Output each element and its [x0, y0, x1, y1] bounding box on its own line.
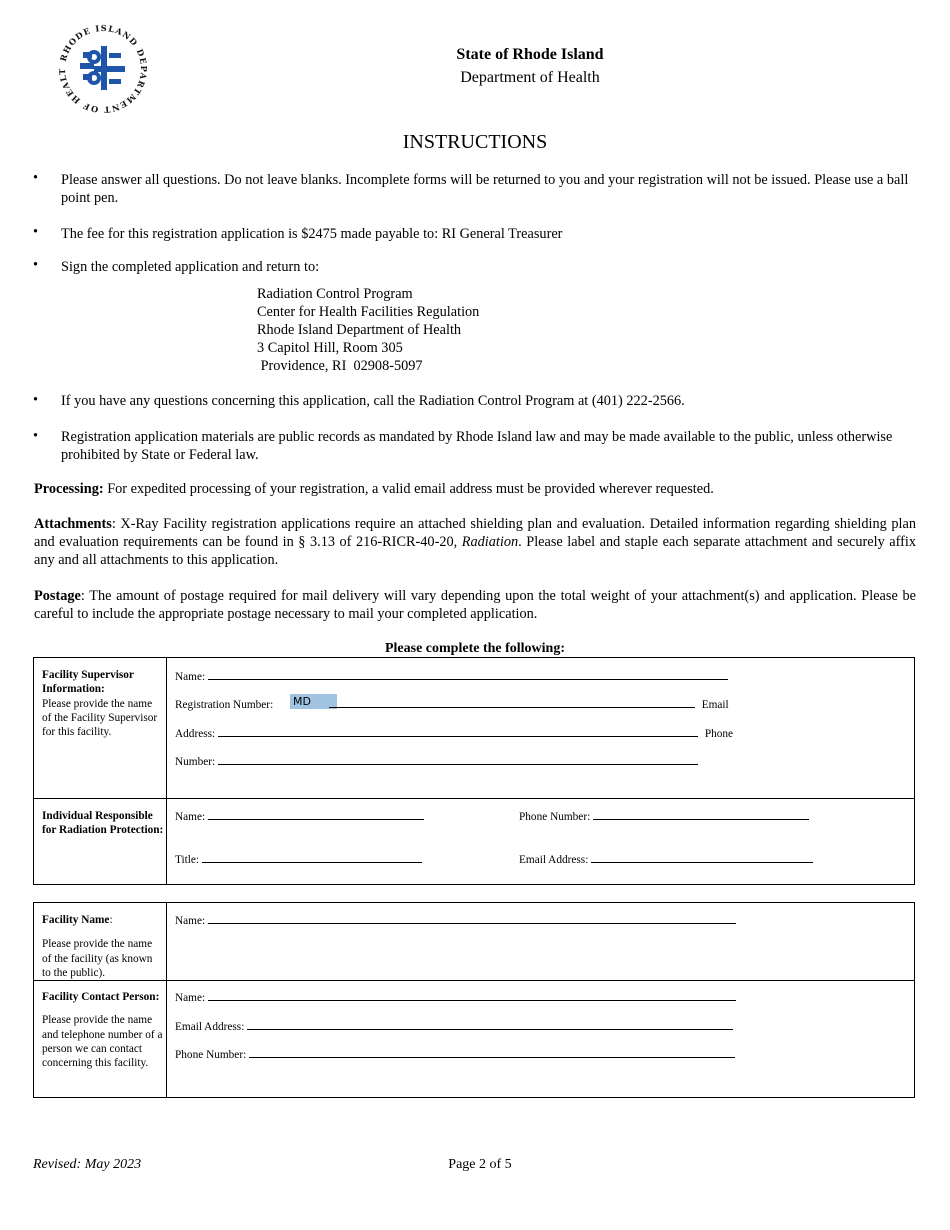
- revised-date: Revised: May 2023: [33, 1157, 142, 1172]
- supervisor-row: [34, 658, 914, 798]
- address-line: Center for Health Facilities Regulation: [257, 304, 480, 320]
- supervisor-address-line[interactable]: [218, 726, 698, 737]
- facility-name-desc: Please provide the name of the facility (as known to the public).: [42, 938, 153, 979]
- supervisor-title: Facility Supervisor Information:: [42, 669, 134, 696]
- column-divider: [166, 981, 167, 1098]
- individual-title-line[interactable]: [202, 852, 422, 863]
- contact-label-block: [42, 990, 164, 1070]
- address-block: [257, 285, 479, 375]
- contact-email-field[interactable]: [175, 1019, 733, 1033]
- individual-email-line[interactable]: [591, 852, 813, 863]
- bullet-icon: •: [33, 257, 39, 273]
- address-line: Providence, RI 02908-5097: [257, 358, 423, 374]
- facility-name-row: [34, 903, 914, 980]
- registration-number-label: Registration Number:: [175, 699, 274, 711]
- bullet-icon: •: [33, 170, 39, 186]
- individual-title-field[interactable]: [175, 852, 422, 866]
- facility-name-label-block: [42, 913, 164, 980]
- attachments-text-end: . Please label and staple each separate attachment and securely affix any and all attachments to this application.: [34, 534, 916, 568]
- facility-form-box: [33, 902, 915, 1098]
- attachments-text: : X-Ray Facility registration applications require an attached shielding plan and evaluation. Detailed information regarding shielding plan and evaluation requirements can be found in § 3.13 of 216-RICR-40-20,: [34, 516, 916, 550]
- address-line: Radiation Control Program: [257, 286, 413, 302]
- individual-phone-label: Phone Number:: [519, 811, 591, 823]
- complete-heading: Please complete the following:: [384, 641, 565, 656]
- contact-row: [34, 980, 914, 1098]
- contact-phone-line[interactable]: [249, 1047, 735, 1058]
- attachments-label: Attachments: [34, 516, 112, 532]
- supervisor-desc: Please provide the name of the Facility Supervisor for this facility.: [42, 697, 158, 739]
- bullet-icon: •: [33, 392, 39, 408]
- individual-title: Individual Responsible for Radiation Protection:: [42, 810, 164, 837]
- supervisor-name-label: Name:: [175, 671, 206, 683]
- supervisor-number-line[interactable]: [218, 754, 698, 765]
- registration-number-line[interactable]: [329, 697, 695, 708]
- instruction-bullet: If you have any questions concerning this application, call the Radiation Control Program at (401) 222-2566.: [61, 393, 685, 409]
- instruction-bullet: Sign the completed application and return to:: [61, 259, 320, 275]
- individual-email-label: Email Address:: [519, 854, 589, 866]
- contact-email-label: Email Address:: [175, 1021, 245, 1033]
- facility-name-line[interactable]: [208, 913, 736, 924]
- column-divider: [166, 903, 167, 980]
- registration-number-prefix-field[interactable]: MD: [290, 694, 337, 709]
- individual-name-field[interactable]: [175, 809, 424, 823]
- supervisor-number-field[interactable]: [175, 754, 698, 768]
- supervisor-form-box: [33, 657, 915, 885]
- registration-number-field[interactable]: [175, 697, 729, 711]
- contact-phone-label: Phone Number:: [175, 1049, 247, 1061]
- address-line: Rhode Island Department of Health: [257, 322, 462, 338]
- postage-text: : The amount of postage required for mail delivery will vary depending upon the total weight of your attachment(s) and application. Please be careful to include the appropriate postage necessary to mail your completed application.: [34, 588, 916, 622]
- state-title: State of Rhode Island: [456, 46, 604, 63]
- instructions-heading: INSTRUCTIONS: [402, 131, 548, 153]
- individual-phone-field[interactable]: [519, 809, 809, 823]
- individual-row: [34, 798, 914, 885]
- postage-label: Postage: [34, 588, 81, 604]
- individual-phone-line[interactable]: [593, 809, 809, 820]
- processing-label: Processing:: [34, 481, 104, 497]
- phone-label: Phone: [704, 728, 734, 740]
- logo-seal-icon: [56, 22, 150, 116]
- department-title: Department of Health: [460, 69, 600, 86]
- column-divider: [166, 658, 167, 798]
- individual-title-label: Title:: [175, 854, 200, 866]
- attachments-paragraph: [34, 515, 916, 569]
- supervisor-number-label: Number:: [175, 756, 216, 768]
- instruction-bullet: Registration application materials are public records as mandated by Rhode Island law and may be made available to the public, unless otherwise prohibited by State or Federal law.: [61, 429, 893, 463]
- rhode-island-health-logo: [56, 22, 150, 116]
- contact-name-line[interactable]: [208, 990, 736, 1001]
- postage-paragraph: [34, 587, 916, 623]
- contact-title: Facility Contact Person:: [42, 991, 160, 1003]
- contact-phone-field[interactable]: [175, 1047, 735, 1061]
- supervisor-name-line[interactable]: [208, 669, 728, 680]
- processing-text: For expedited processing of your registration, a valid email address must be provided wherever requested.: [103, 481, 714, 497]
- page-number: Page 2 of 5: [448, 1157, 512, 1172]
- supervisor-name-field[interactable]: [175, 669, 728, 683]
- facility-name-field[interactable]: [175, 913, 736, 927]
- contact-name-label: Name:: [175, 992, 206, 1004]
- column-divider: [166, 799, 167, 885]
- bullet-icon: •: [33, 428, 39, 444]
- facility-name-field-label: Name:: [175, 915, 206, 927]
- contact-email-line[interactable]: [247, 1019, 733, 1030]
- instruction-bullet: The fee for this registration application is $2475 made payable to: RI General Treasurer: [61, 226, 563, 242]
- processing-paragraph: [34, 480, 916, 498]
- facility-name-colon: :: [109, 914, 113, 926]
- supervisor-address-field[interactable]: [175, 726, 733, 740]
- contact-desc: Please provide the name and telephone number of a person we can contact concerning this facility.: [42, 1014, 163, 1070]
- email-label: Email: [701, 699, 729, 711]
- instruction-bullet: Please answer all questions. Do not leave blanks. Incomplete forms will be returned to you and your registration will not be issued. Please use a ball point pen.: [61, 172, 909, 206]
- logo-ring-text: RHODE ISLAND DEPARTMENT OF HEALT: [56, 22, 150, 116]
- facility-name-title: Facility Name: [42, 914, 110, 926]
- individual-name-line[interactable]: [208, 809, 424, 820]
- bullet-icon: •: [33, 224, 39, 240]
- contact-name-field[interactable]: [175, 990, 736, 1004]
- attachments-italic: Radiation: [461, 534, 519, 550]
- address-line: 3 Capitol Hill, Room 305: [257, 340, 403, 356]
- individual-email-field[interactable]: [519, 852, 813, 866]
- individual-name-label: Name:: [175, 811, 206, 823]
- supervisor-address-label: Address:: [175, 728, 216, 740]
- supervisor-label: [42, 668, 164, 739]
